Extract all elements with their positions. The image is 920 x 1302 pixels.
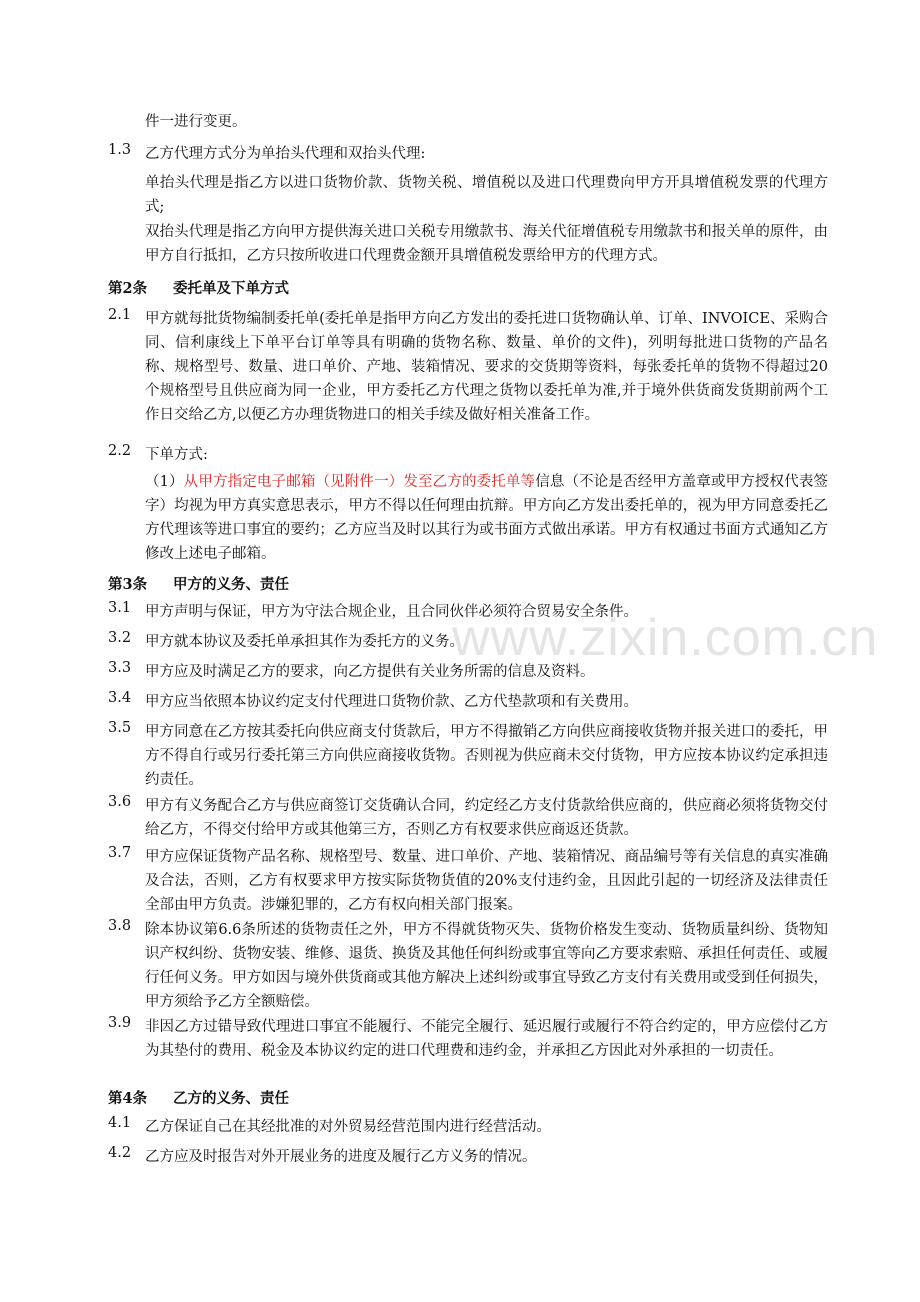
clause-3-3 (108, 660, 828, 684)
clause-2-1 (108, 307, 828, 427)
clause-3-8 (108, 918, 828, 1014)
clause-3-1 (108, 600, 828, 624)
watermark: www.zixin.com.cn (452, 609, 879, 667)
clause-text: 甲方应保证货物产品名称、规格型号、数量、进口单价、产地、装箱情况、商品编号等有关信息的真实准确及合法，否则，乙方有权要求甲方按实际货物货值的20%支付违约金，且因此引起的一切经济及法律责任全部由甲方负责。涉嫌犯罪的，乙方有权向相关部门报案。 (145, 849, 828, 913)
article-heading-2 (108, 277, 289, 298)
paragraph-continuation: 件一进行变更。 (145, 114, 247, 130)
clause-text: 乙方保证自己在其经批准的对外贸易经营范围内进行经营活动。 (145, 1119, 551, 1135)
order-method-highlight: 从甲方指定电子邮箱（见附件一）发至乙方的委托单等 (183, 474, 536, 490)
clause-number: 3.6 (108, 794, 132, 810)
clause-number: 4.1 (108, 1115, 132, 1131)
clause-number: 3.5 (108, 720, 132, 736)
clause-text: 甲方有义务配合乙方与供应商签订交货确认合同，约定经乙方支付货款给供应商的，供应商必须将货物交付给乙方，不得交付给甲方或其他第三方，否则乙方有权要求供应商返还货款。 (145, 798, 828, 838)
clause-number: 3.7 (108, 845, 132, 861)
clause-3-2 (108, 630, 828, 654)
order-method-text: 信息（不论是否经甲方盖章或甲方授权代表签字）均视为甲方真实意思表示，甲方不得以任何理由抗辩。甲方向乙方发出委托单的，视为甲方同意委托乙方代理该等进口事宜的要约；乙方应当及时以其行为或书面方式做出承诺。甲方有权通过书面方式通知乙方修改上述电子邮箱。 (145, 474, 828, 562)
article-heading-3 (108, 573, 289, 594)
clause-text: 甲方就本协议及委托单承担其作为委托方的义务。 (145, 634, 464, 650)
clause-3-6 (108, 794, 828, 842)
paragraph-double-title: 双抬头代理是指乙方向甲方提供海关进口关税专用缴款书、海关代征增值税专用缴款书和报关单的原件，由甲方自行抵扣，乙方只按所收进口代理费金额开具增值税发票给甲方的代理方式。 (145, 224, 828, 264)
clause-number: 1.3 (108, 142, 132, 158)
clause-text: 甲方应当依照本协议约定支付代理进口货物价款、乙方代垫款项和有关费用。 (145, 694, 638, 710)
clause-number: 4.2 (108, 1145, 132, 1161)
article-number: 第3条 (108, 576, 148, 593)
article-number: 第2条 (108, 280, 148, 297)
clause-text: 下单方式: (145, 447, 208, 463)
clause-number: 2.1 (108, 307, 132, 323)
clause-number: 3.9 (108, 1015, 132, 1031)
clause-3-4 (108, 690, 828, 714)
clause-text: 甲方声明与保证，甲方为守法合规企业，且合同伙伴必须符合贸易安全条件。 (145, 604, 638, 620)
clause-text: 乙方应及时报告对外开展业务的进度及履行乙方义务的情况。 (145, 1149, 537, 1165)
order-method-prefix: （1） (145, 474, 184, 490)
clause-number: 3.1 (108, 600, 132, 616)
clause-3-5 (108, 720, 828, 792)
article-title: 乙方的义务、责任 (173, 1090, 289, 1107)
article-title: 委托单及下单方式 (173, 280, 289, 297)
article-heading-4 (108, 1087, 289, 1108)
clause-1-3 (108, 142, 828, 166)
paragraph-single-title: 单抬头代理是指乙方以进口货物价款、货物关税、增值税以及进口代理费向甲方开具增值税发票的代理方式; (145, 175, 828, 215)
clause-text: 除本协议第6.6条所述的货物责任之外，甲方不得就货物灭失、货物价格发生变动、货物质量纠纷、货物知识产权纠纷、货物安装、维修、退货、换货及其他任何纠纷或事宜等向乙方要求索赔、承担任何责任、或履行任何义务。甲方如因与境外供货商或其他方解决上述纠纷或事宜导致乙方支付有关费用或受到任何损失，甲方须给予乙方全额赔偿。 (145, 922, 828, 1010)
clause-3-7 (108, 845, 828, 917)
clause-4-1 (108, 1115, 828, 1139)
clause-3-9 (108, 1015, 828, 1063)
paragraph-order-method (145, 470, 828, 566)
article-number: 第4条 (108, 1090, 148, 1107)
clause-number: 3.8 (108, 918, 132, 934)
clause-4-2 (108, 1145, 828, 1169)
clause-number: 3.2 (108, 630, 132, 646)
clause-text: 甲方同意在乙方按其委托向供应商支付货款后，甲方不得撤销乙方向供应商接收货物并报关进口的委托，甲方不得自行或另行委托第三方向供应商接收货物。否则视为供应商未交付货物，甲方应按本协议约定承担违约责任。 (145, 724, 828, 788)
clause-number: 2.2 (108, 443, 132, 459)
clause-number: 3.4 (108, 690, 132, 706)
article-title: 甲方的义务、责任 (173, 576, 289, 593)
clause-text: 甲方就每批货物编制委托单(委托单是指甲方向乙方发出的委托进口货物确认单、订单、INVOICE、采购合同、信利康线上下单平台订单等具有明确的货物名称、数量、单价的文件)，列明每批进口货物的产品名称、规格型号、数量、进口单价、产地、装箱情况、要求的交货期等资料，每张委托单的货物不得超过20个规格型号且供应商为同一企业，甲方委托乙方代理之货物以委托单为准,并于境外供货商发货期前两个工作日交给乙方,以便乙方办理货物进口的相关手续及做好相关准备工作。 (145, 311, 828, 423)
clause-text: 甲方应及时满足乙方的要求，向乙方提供有关业务所需的信息及资料。 (145, 664, 595, 680)
clause-number: 3.3 (108, 660, 132, 676)
clause-2-2 (108, 443, 828, 467)
clause-text: 非因乙方过错导致代理进口事宜不能履行、不能完全履行、延迟履行或履行不符合约定的，甲方应偿付乙方为其垫付的费用、税金及本协议约定的进口代理费和违约金，并承担乙方因此对外承担的一切责任。 (145, 1019, 828, 1059)
clause-text: 乙方代理方式分为单抬头代理和双抬头代理: (145, 146, 426, 162)
